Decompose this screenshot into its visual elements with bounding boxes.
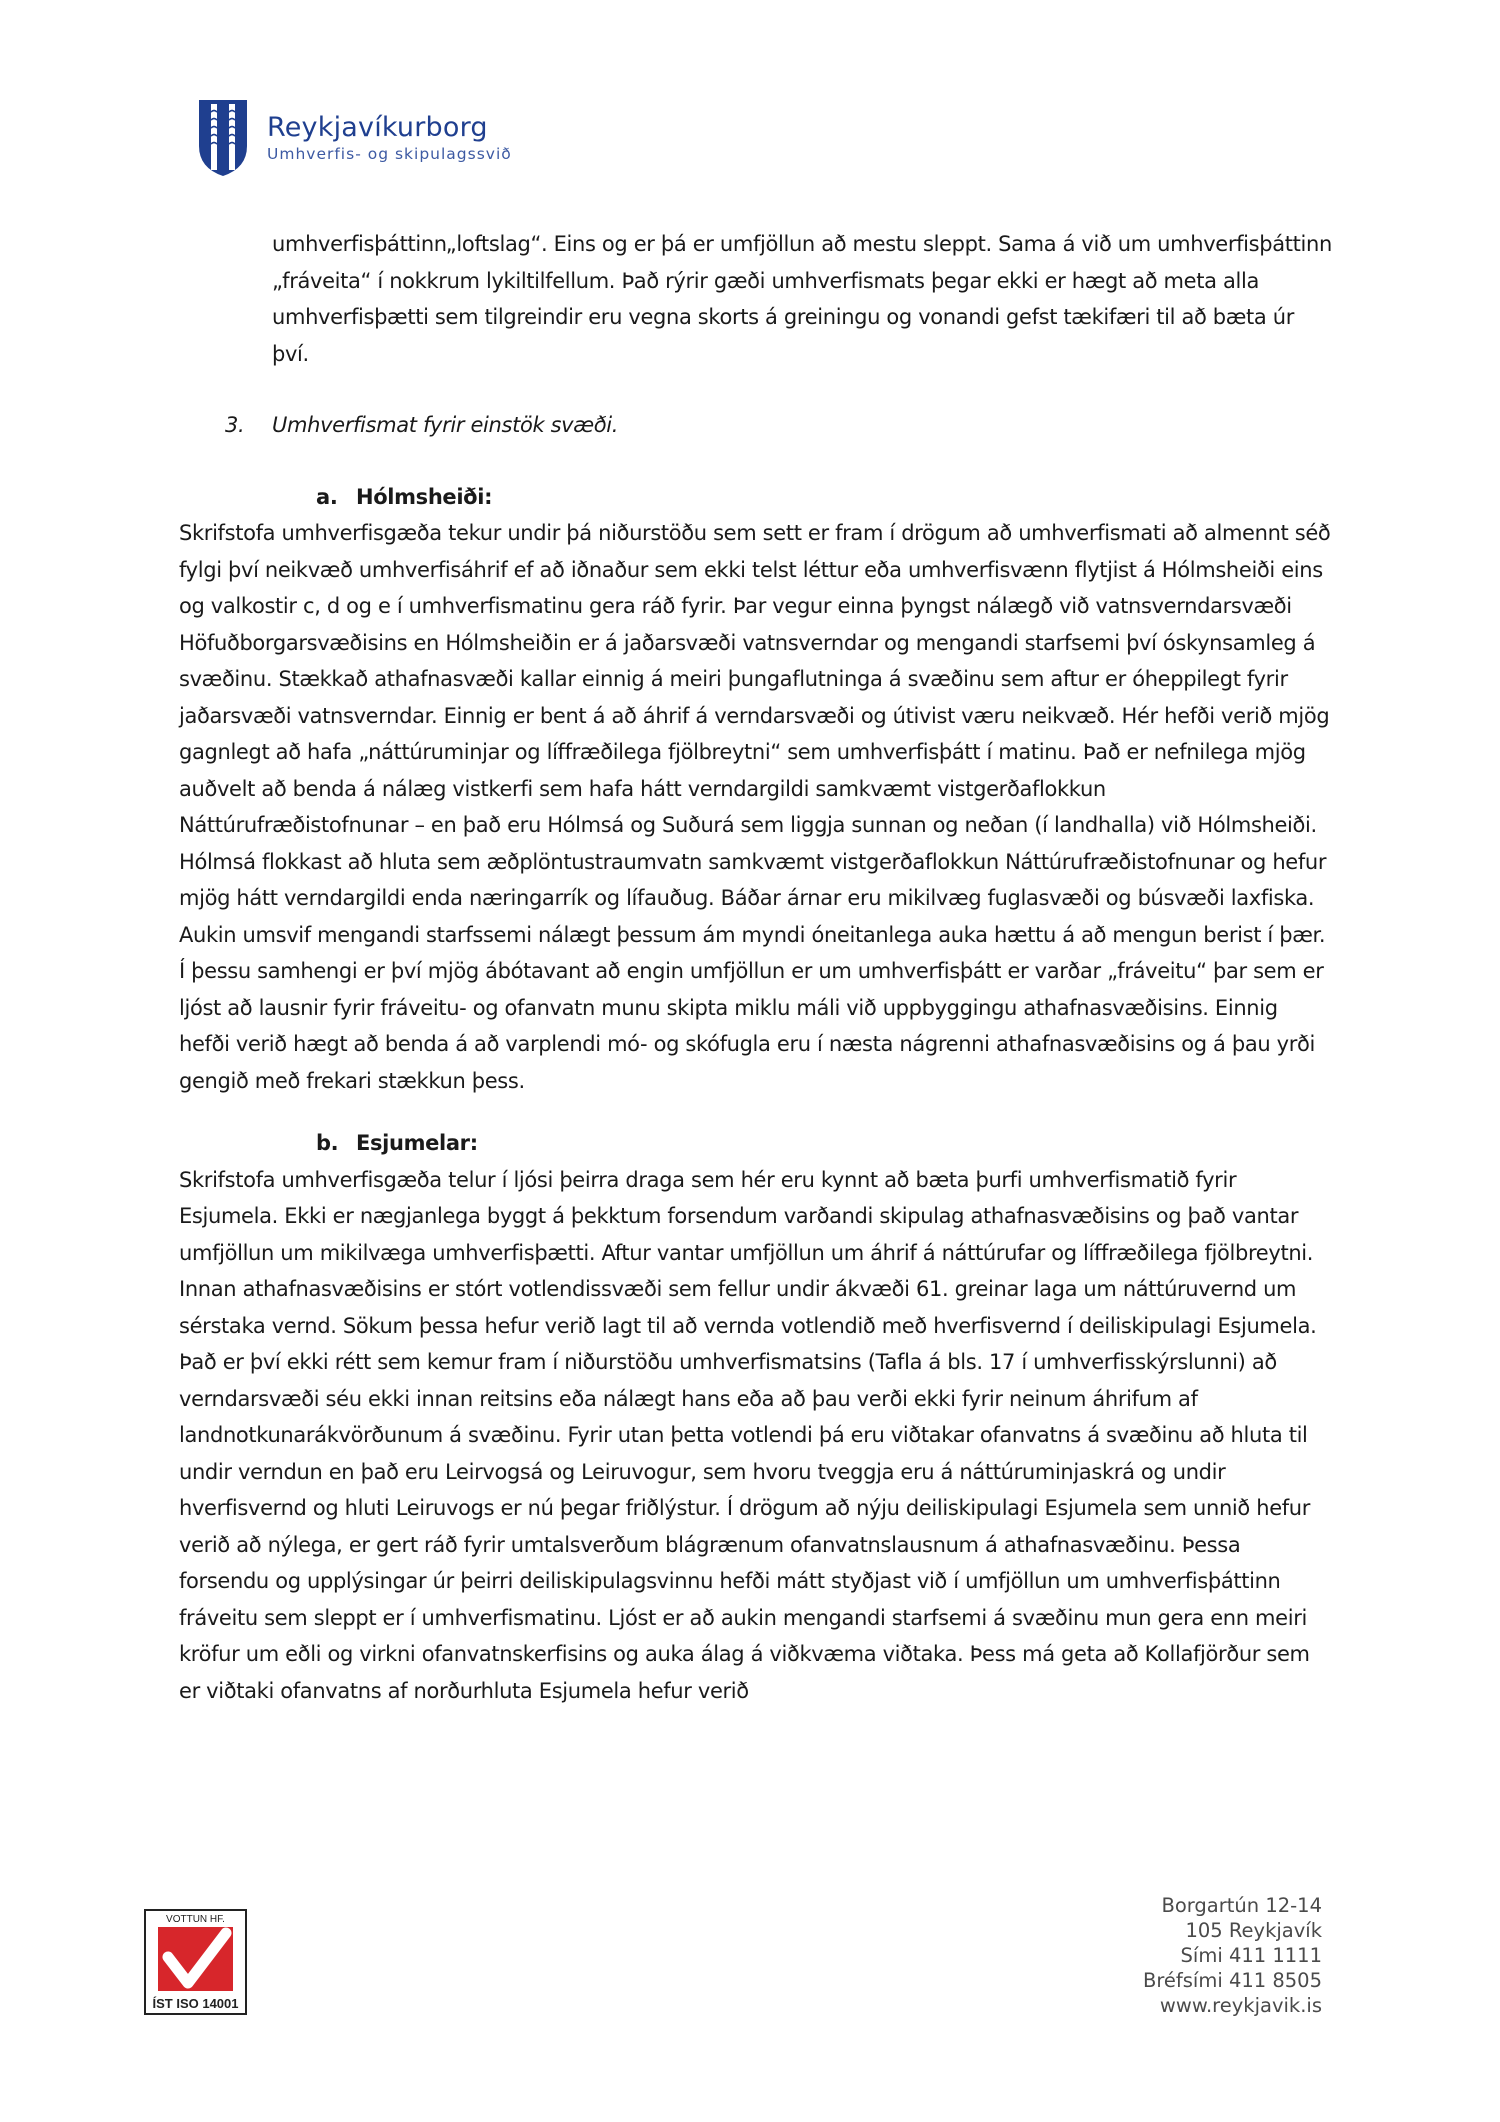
subsection-b-heading [179,1125,1334,1162]
address-fax: Bréfsími 411 8505 [1142,1969,1322,1992]
subsection-a-letter: a. [316,484,338,509]
intro-paragraph: umhverfisþáttinn„loftslag“. Eins og er þá er umfjöllun að mestu sleppt. Sama á við um umhverfisþáttinn „fráveita“ í nokkrum lykiltilfellum. Það rýrir gæði umhverfismats þegar ekki er hægt að meta alla umhverfisþætti sem tilgreindir eru vegna skorts á greiningu og vonandi gefst tækifæri til að bæta úr því. [272,232,1332,366]
footer-address [1143,1893,1322,2018]
reykjavik-crest-icon [197,98,249,178]
address-street: Borgartún 12-14 [1161,1894,1322,1917]
cert-top-text: VOTTUN HF. [166,1914,225,1925]
page-header [197,98,512,178]
section-3-heading [179,407,1334,444]
org-name: Reykjavíkurborg [267,112,488,143]
subsection-b-title: Esjumelar: [356,1131,478,1155]
subsection-a-heading [179,479,1334,516]
department-name: Umhverfis- og skipulagssvið [267,145,512,163]
iso-certification-logo [144,1909,247,2015]
subsection-b-letter: b. [316,1131,339,1155]
section-number: 3. [225,413,245,437]
address-website: www.reykjavik.is [1159,1994,1322,2017]
document-body [179,226,1334,1709]
section-title: Umhverfismat fyrir einstök svæði. [272,413,619,437]
address-city: 105 Reykjavík [1185,1919,1322,1942]
subsection-a-paragraph: Skrifstofa umhverfisgæða tekur undir þá niðurstöðu sem sett er fram í drögum að umhverfismati að almennt séð fylgi því neikvæð umhverfisáhrif ef að iðnaður sem ekki telst léttur eða umhverfisvænn flytjist á Hólmsheiði eins og valkostir c, d og e í umhverfismatinu gera ráð fyrir. Þar vegur einna þyngst nálægð við vatnsverndarsvæði Höfuðborgarsvæðisins en Hólmsheiðin er á jaðarsvæði vatnsverndar og mengandi starfsemi því óskynsamleg á svæðinu. Stækkað athafnasvæði kallar einnig á meiri þungaflutninga á svæðinu sem aftur er óheppilegt fyrir jaðarsvæði vatnsverndar. Einnig er bent á að áhrif á verndarsvæði og útivist væru neikvæð. Hér hefði verið mjög gagnlegt að hafa „náttúruminjar og líffræðilega fjölbreytni“ sem umhverfisþátt í matinu. Það er nefnilega mjög auðvelt að benda á nálæg vistkerfi sem hafa hátt verndargildi samkvæmt vistgerðaflokkun Náttúrufræðistofnunar – en það eru Hólmsá og Suðurá sem liggja sunnan og neðan (í landhalla) við Hólmsheiði. Hólmsá flokkast að hluta sem æðplöntustraumvatn samkvæmt vistgerðaflokkun Náttúrufræðistofnunar og hefur mjög hátt verndargildi enda næringarrík og lífauðug. Báðar árnar eru mikilvæg fuglasvæði og búsvæði laxfiska. Aukin umsvif mengandi starfssemi nálægt þessum ám myndi óneitanlega auka hættu á að mengun berist í þær. Í þessu samhengi er því mjög ábótavant að engin umfjöllun er um umhverfisþátt er varðar „fráveitu“ þar sem er ljóst að lausnir fyrir fráveitu- og ofanvatn munu skipta miklu máli við uppbyggingu athafnasvæðisins. Einnig hefði verið hægt að benda á að varplendi mó- og skófugla eru í næsta nágrenni athafnasvæðisins og á þau yrði gengið með frekari stækkun þess. [179,521,1331,1093]
cert-bottom-text: ÍST ISO 14001 [152,1996,239,2011]
subsection-b-paragraph: Skrifstofa umhverfisgæða telur í ljósi þeirra draga sem hér eru kynnt að bæta þurfi umhverfismatið fyrir Esjumela. Ekki er nægjanlega byggt á þekktum forsendum varðandi skipulag athafnasvæðisins og það vantar umfjöllun um mikilvæga umhverfisþætti. Aftur vantar umfjöllun um áhrif á náttúrufar og líffræðilega fjölbreytni. Innan athafnasvæðisins er stórt votlendissvæði sem fellur undir ákvæði 61. greinar laga um náttúruvernd um sérstaka vernd. Sökum þessa hefur verið lagt til að vernda votlendið með hverfisvernd í deiliskipulagi Esjumela. Það er því ekki rétt sem kemur fram í niðurstöðu umhverfismatsins (Tafla á bls. 17 í umhverfisskýrslunni) að verndarsvæði séu ekki innan reitsins eða nálægt hans eða að þau verði ekki fyrir neinum áhrifum af landnotkunarákvörðunum á svæðinu. Fyrir utan þetta votlendi þá eru viðtakar ofanvatns á svæðinu að hluta til undir verndun en það eru Leirvogsá og Leiruvogur, sem hvoru tveggja eru á náttúruminjaskrá og undir hverfisvernd og hluti Leiruvogs er nú þegar friðlýstur. Í drögum að nýju deiliskipulagi Esjumela sem unnið hefur verið að nýlega, er gert ráð fyrir umtalsverðum blágrænum ofanvatnslausnum á athafnasvæðinu. Þessa forsendu og upplýsingar úr þeirri deiliskipulagsvinnu hefði mátt styðjast við í umfjöllun um umhverfisþáttinn fráveitu sem sleppt er í umhverfismatinu. Ljóst er að aukin mengandi starfsemi á svæðinu mun gera enn meiri kröfur um eðli og virkni ofanvatnskerfisins og auka álag á viðkvæma viðtaka. Þess má geta að Kollafjörður sem er viðtaki ofanvatns af norðurhluta Esjumela hefur verið [179,1167,1317,1703]
subsection-a-title: Hólmsheiði: [356,484,493,509]
address-phone: Sími 411 1111 [1180,1944,1322,1967]
